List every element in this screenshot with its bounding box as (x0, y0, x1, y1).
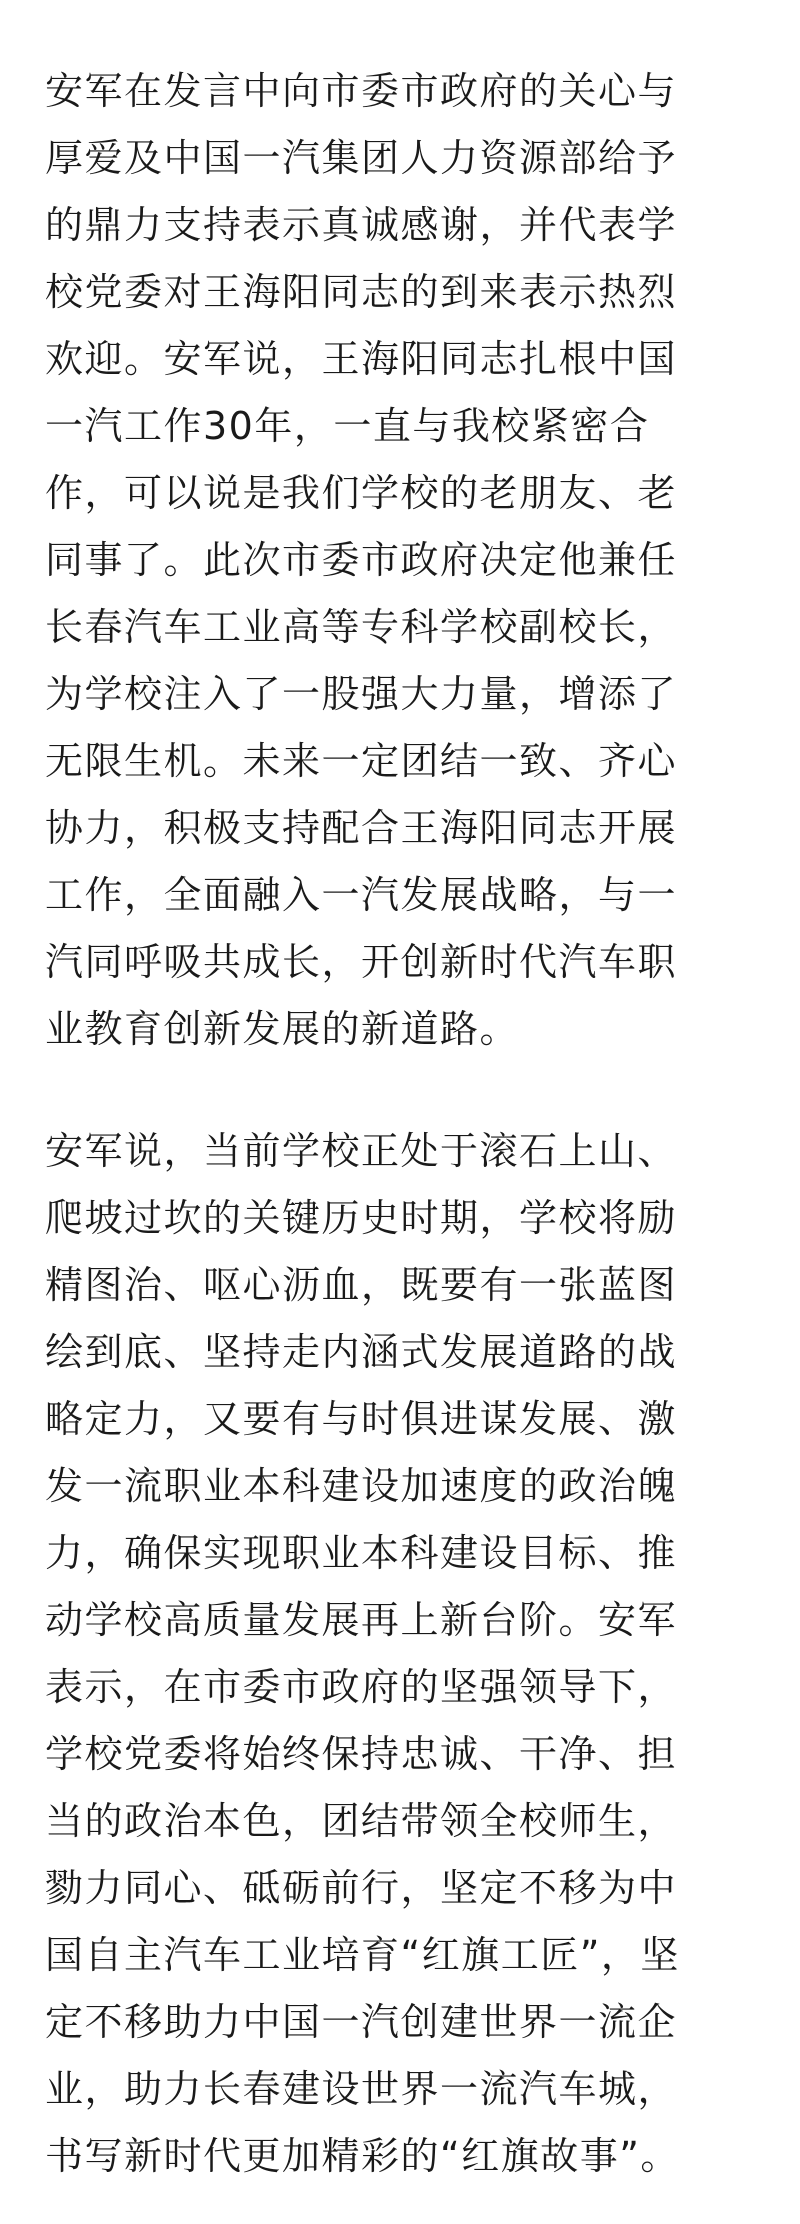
text-line: 为学校注入了一股强大力量，增添了 (45, 672, 678, 716)
text-line: 国自主汽车工业培育“红旗工匠”，坚 (45, 1933, 680, 1977)
text-line: 书写新时代更加精彩的“红旗故事”。 (45, 2134, 680, 2178)
text-line: 表示，在市委市政府的坚强领导下， (45, 1665, 678, 1709)
text-line: 汽同呼吸共成长，开创新时代汽车职 (45, 940, 678, 984)
article-body (45, 58, 765, 2190)
text-line: 业，助力长春建设世界一流汽车城， (45, 2067, 678, 2111)
text-line: 力，确保实现职业本科建设目标、推 (45, 1531, 678, 1575)
text-line: 协力，积极支持配合王海阳同志开展 (45, 806, 678, 850)
text-line: 安军在发言中向市委市政府的关心与 (45, 69, 678, 113)
text-line: 略定力，又要有与时俱进谋发展、激 (45, 1397, 678, 1441)
paragraph-1 (45, 58, 765, 1063)
text-line: 业教育创新发展的新道路。 (45, 1007, 520, 1051)
text-line: 欢迎。安军说，王海阳同志扎根中国 (45, 337, 678, 381)
text-line: 长春汽车工业高等专科学校副校长， (45, 605, 678, 649)
text-line: 当的政治本色，团结带领全校师生， (45, 1799, 678, 1843)
text-line: 安军说，当前学校正处于滚石上山、 (45, 1129, 678, 1173)
text-line: 厚爱及中国一汽集团人力资源部给予 (45, 136, 678, 180)
text-line: 定不移助力中国一汽创建世界一流企 (45, 2000, 678, 2044)
text-line: 的鼎力支持表示真诚感谢，并代表学 (45, 203, 678, 247)
text-line: 作，可以说是我们学校的老朋友、老 (45, 471, 678, 515)
text-line: 校党委对王海阳同志的到来表示热烈 (45, 270, 678, 314)
text-line: 同事了。此次市委市政府决定他兼任 (45, 538, 678, 582)
text-line: 勠力同心、砥砺前行，坚定不移为中 (45, 1866, 678, 1910)
text-line: 发一流职业本科建设加速度的政治魄 (45, 1464, 678, 1508)
text-line: 工作，全面融入一汽发展战略，与一 (45, 873, 678, 917)
paragraph-2 (45, 1118, 765, 2190)
text-line: 绘到底、坚持走内涵式发展道路的战 (45, 1330, 678, 1374)
text-line: 无限生机。未来一定团结一致、齐心 (45, 739, 678, 783)
text-line: 一汽工作30年，一直与我校紧密合 (45, 404, 650, 448)
text-line: 动学校高质量发展再上新台阶。安军 (45, 1598, 678, 1642)
paragraph-spacer (45, 1063, 765, 1118)
text-line: 学校党委将始终保持忠诚、干净、担 (45, 1732, 678, 1776)
text-line: 精图治、呕心沥血，既要有一张蓝图 (45, 1263, 678, 1307)
text-line: 爬坡过坎的关键历史时期，学校将励 (45, 1196, 678, 1240)
